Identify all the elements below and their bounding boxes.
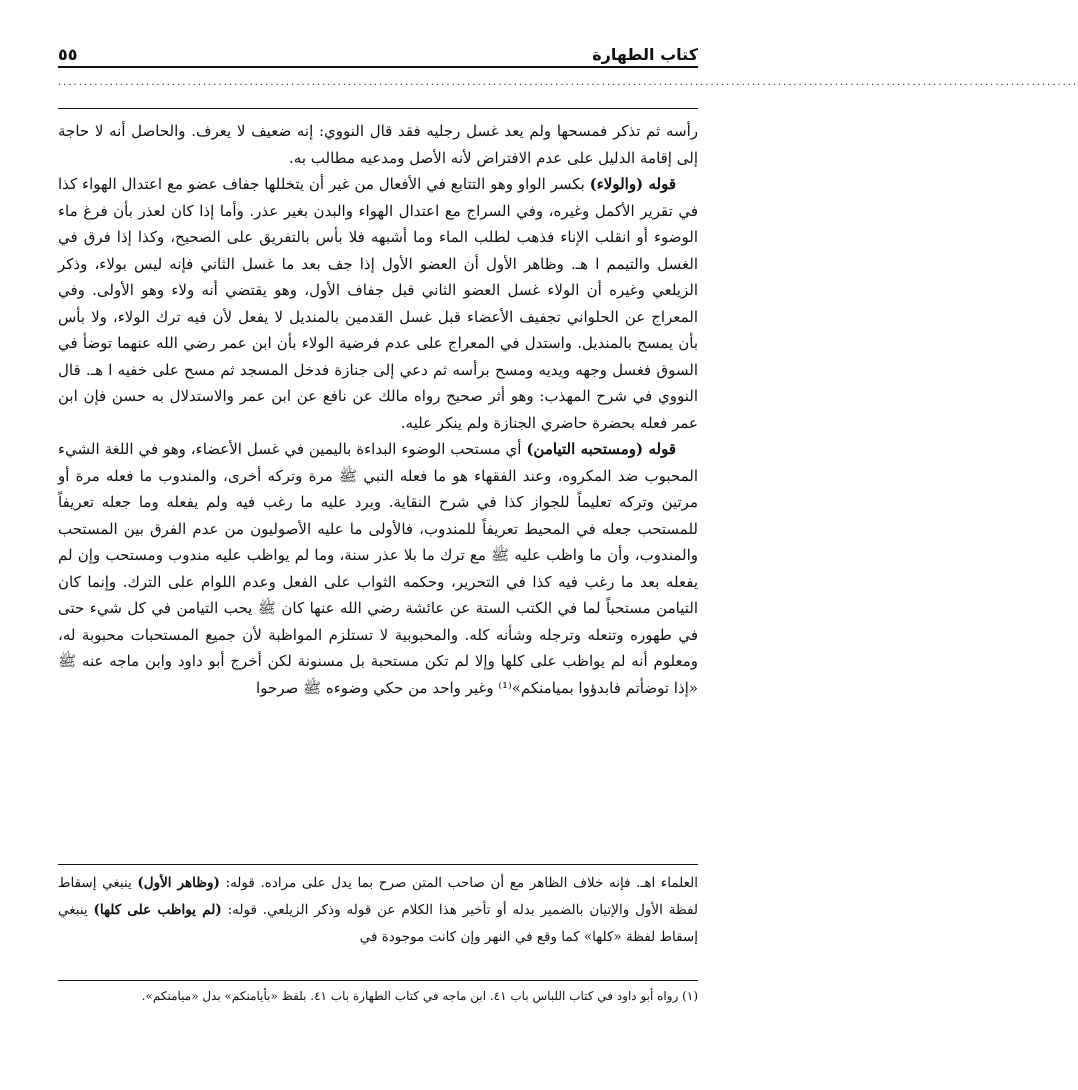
margin-notes-rule [58, 864, 698, 865]
paragraph-2-body: بكسر الواو وهو التتابع في الأفعال من غير أن يتخللها جفاف عضو مع اعتدال الهواء كذا في تقرير الأكمل وغيره، وفي السراج مع اعتدال الهواء والبدن بغير عذر. وأما إذا كان لعذر بأن فرغ ماء الوضوء أو انقلب الإناء فذهب لطلب الماء وما أشبهه فلا بأس بالتفريق على الصحيح، وكذا إذا فرق في الغسل والتيمم ا هـ. وظاهر الأول أن العضو الأول إذا جف بعد ما غسل الثاني فإنه ليس بولاء، وذكر الزيلعي وغيره أن الولاء غسل العضو الثاني قبل جفاف الأول، وهو يقتضي أنه ولاء وهو الأولى. وفي المعراج عن الحلواني تجفيف الأعضاء قبل غسل القدمين بالمنديل لا يفعل لأن فيه ترك الولاء، ولا بأس بأن يمسح بالمنديل. واستدل في المعراج على عدم فرضية الولاء بأن ابن عمر رضي الله عنهما توضأ في السوق فغسل وجهه ويديه ومسح برأسه ثم دعي إلى جنازة فدخل المسجد ثم مسح على خفيه ا هـ. قال النووي في شرح المهذب: وهو أثر صحيح رواه مالك عن نافع عن ابن عمر والاستدلال به حسن فإن ابن عمر فعله بحضرة حاضري الجنازة ولم ينكر عليه. [58, 175, 698, 432]
margin-notes [58, 870, 698, 978]
margin-note-line-3: ينبغي إسقاط لفظة «كلها» كما وقع في النهر وإن كانت موجودة في [58, 902, 698, 945]
margin-note-line-1: العلماء اهـ. فإنه خلاف الظاهر مع أن صاحب المتن صرح بما يدل على مراده. قوله: [219, 875, 698, 891]
page-number: ٥٥ [58, 45, 78, 64]
paragraph-3-body: أي مستحب الوضوء البداءة باليمين في غسل الأعضاء، وهو في اللغة الشيء المحبوب ضد المكروه، وعند الفقهاء هو ما فعله النبي ﷺ مرة وتركه أخرى، والمندوب ما فعله مرة أو مرتين وتركه تعليماً للجواز كذا في شرح النقاية. ويرد عليه ما رغب فيه ولم يفعله وما جعله تعريفاً للمستحب جعله في المحيط تعريفاً للمندوب، فالأولى ما عليه الأصوليون من عدم الفرق بين المستحب والمندوب، وأن ما واظب عليه ﷺ مع ترك ما بلا عذر سنة، وما لم يواظب عليه مندوب ومستحب وإن لم يفعله بعد ما رغب فيه كذا في التحرير، وحكمه الثواب على الفعل وعدم اللوام على الترك. وإنما كان التيامن مستحباً لما في الكتب الستة عن عائشة رضي الله عنها كان ﷺ يحب التيامن في كل شيء حتى في طهوره وتنعله وترجله وشأنه كله. والمحبوبية لا تستلزم المواظبة لأن جميع المستحبات محبوبة له، ومعلوم أنه لم يواظب على كلها وإلا لم تكن مستحبة بل مسنونة لكن أخرج أبو داود وابن ماجه عنه ﷺ «إذا توضأتم فابدؤوا بميامنكم»⁽¹⁾ وغير واحد من حكي وضوءه ﷺ صرحوا [58, 440, 698, 697]
margin-note-lead-2: (لم يواظب على كلها) [93, 902, 222, 918]
margin-notes-text [58, 870, 698, 951]
text-top-rule [58, 108, 698, 109]
footnote-rule [58, 980, 698, 981]
paragraph-2 [58, 171, 698, 436]
footnote-1: (١) رواه أبو داود في كتاب اللباس باب ٤١. ابن ماجه في كتاب الطهارة باب ٤١. بلفظ «بأيامنكم» بدل «ميامنكم». [141, 989, 698, 1003]
paragraph-1: رأسه ثم تذكر فمسحها ولم يعد غسل رجليه فقد قال النووي: إنه ضعيف لا يعرف. والحاصل أنه لا حاجة إلى إقامة الدليل على عدم الافتراض لأنه الأصل ومدعيه مطالب به. [58, 122, 698, 167]
paragraph-3 [58, 436, 698, 701]
margin-note-lead-1: (وظاهر الأول) [137, 875, 220, 891]
margin-note-line-2: ينبغي إسقاط لفظة الأول والإتيان بالضمير بدله أو تأخير هذا الكلام عن قوله وذكر الزيلعي. قوله: [58, 875, 698, 918]
paragraph-3-lead: قوله (ومستحبه التيامن) [526, 440, 676, 458]
paragraph-2-lead: قوله (والولاء) [589, 175, 677, 193]
main-text [58, 118, 698, 860]
running-title: كتاب الطهارة [592, 45, 698, 64]
page-header [58, 34, 698, 64]
footnotes [58, 984, 698, 1044]
header-rule [58, 66, 698, 68]
dotted-separator: ..................................................................................................................................................................................................... [58, 77, 1078, 88]
